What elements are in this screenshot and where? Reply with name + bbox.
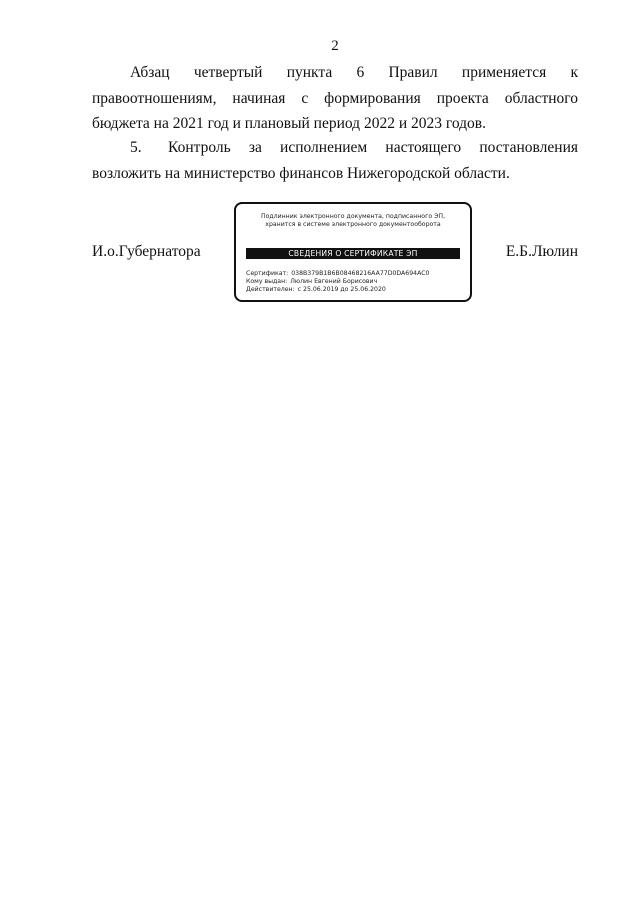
signatory-position: И.о.Губернатора (92, 243, 201, 260)
stamp-certificate-info (246, 270, 464, 295)
signatory-name: Е.Б.Люлин (505, 243, 578, 260)
stamp-certificate-row (246, 270, 464, 278)
paragraph-item-number: 5. (130, 139, 142, 156)
certificate-value: 038B379B1B6B08468216AA77D0DA694AC0 (291, 270, 430, 277)
issued-to-value: Люлин Евгений Борисович (290, 278, 378, 286)
stamp-title-bar: СВЕДЕНИЯ О СЕРТИФИКАТЕ ЭП (246, 248, 460, 259)
page-number: 2 (331, 38, 339, 54)
certificate-label: Сертификат: (246, 270, 289, 277)
paragraph-abzac (92, 60, 578, 137)
paragraph-abzac-text: Абзац четвертый пункта 6 Правил применяется к правоотношениям, начиная с формирования проекта областного бюджета на 2021 год и плановый период 2022 и 2023 годов. (92, 64, 578, 132)
stamp-header-line1: Подлинник электронного документа, подписанного ЭП, (260, 213, 446, 220)
valid-value: с 25.06.2019 до 25.06.2020 (297, 286, 386, 294)
stamp-header (242, 213, 464, 229)
paragraph-item-5 (92, 135, 578, 186)
paragraph-item-5-text: Контроль за исполнением настоящего постановления возложить на министерство финансов Нижегородской области. (92, 139, 578, 182)
stamp-validity-row (246, 286, 464, 294)
stamp-header-line2: хранится в системе электронного документооборота (265, 221, 441, 228)
valid-label: Действителен: (246, 286, 295, 294)
issued-to-label: Кому выдан: (246, 278, 288, 286)
electronic-signature-stamp (234, 202, 472, 302)
